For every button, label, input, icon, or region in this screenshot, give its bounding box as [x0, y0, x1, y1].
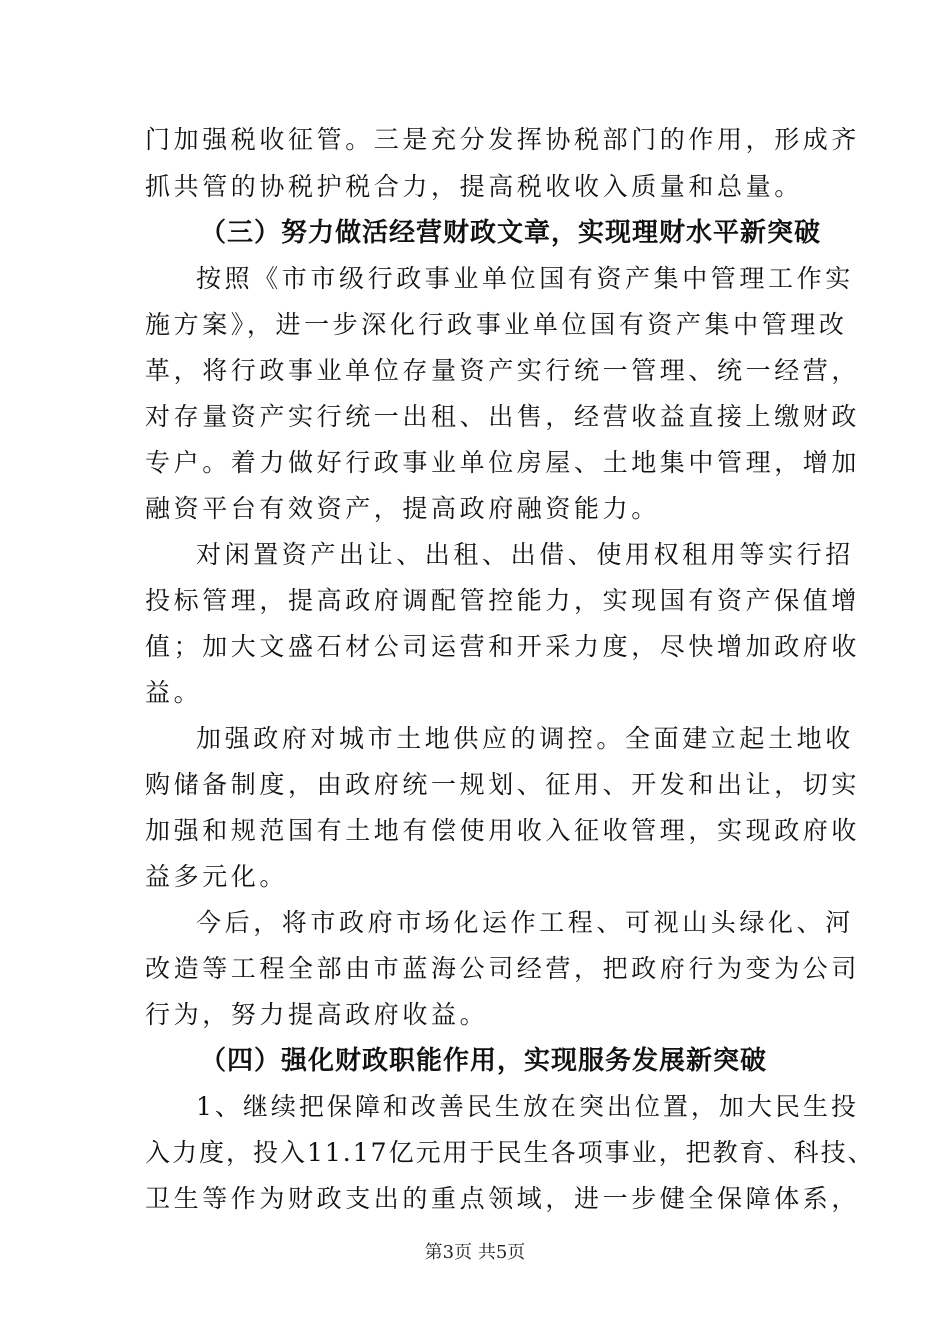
text-line: 对存量资产实行统一出租、出售，经营收益直接上缴财政 — [145, 402, 861, 431]
text-line: 值；加大文盛石材公司运营和开采力度，尽快增加政府收 — [145, 632, 861, 661]
text-line: 行为，努力提高政府收益。 — [145, 1000, 489, 1029]
page-number-footer: 第3页 共5页 — [424, 1242, 526, 1263]
section-heading-3: （三）努力做活经营财政文章，实现理财水平新突破 — [200, 218, 822, 248]
text-line: 门加强税收征管。三是充分发挥协税部门的作用，形成齐 — [145, 125, 861, 154]
text-line: 购储备制度，由政府统一规划、征用、开发和出让，切实 — [145, 770, 861, 799]
text-line: 按照《市市级行政事业单位国有资产集中管理工作实 — [196, 264, 854, 293]
text-line: 今后，将市政府市场化运作工程、可视山头绿化、河 — [196, 908, 854, 937]
text-line: 抓共管的协税护税合力，提高税收收入质量和总量。 — [145, 172, 803, 201]
text-line: 融资平台有效资产，提高政府融资能力。 — [145, 494, 660, 523]
text-line: 1、继续把保障和改善民生放在突出位置，加大民生投 — [196, 1092, 859, 1121]
text-line: 投标管理，提高政府调配管控能力，实现国有资产保值增 — [145, 586, 861, 615]
section-heading-4: （四）强化财政职能作用，实现服务发展新突破 — [200, 1046, 768, 1076]
text-line: 改造等工程全部由市蓝海公司经营，把政府行为变为公司 — [145, 954, 861, 983]
text-line: 专户。着力做好行政事业单位房屋、土地集中管理，增加 — [145, 448, 861, 477]
text-line: 革，将行政事业单位存量资产实行统一管理、统一经营， — [145, 356, 861, 385]
text-line: 益多元化。 — [145, 862, 289, 891]
text-line: 施方案》，进一步深化行政事业单位国有资产集中管理改 — [145, 310, 848, 339]
text-line: 加强和规范国有土地有偿使用收入征收管理，实现政府收 — [145, 816, 861, 845]
text-line: 卫生等作为财政支出的重点领域，进一步健全保障体系， — [145, 1184, 861, 1213]
text-line: 对闲置资产出让、出租、出借、使用权租用等实行招 — [196, 540, 854, 569]
text-line: 入力度，投入11.17亿元用于民生各项事业，把教育、科技、 — [145, 1138, 875, 1167]
text-line: 益。 — [145, 678, 203, 707]
text-line: 加强政府对城市土地供应的调控。全面建立起土地收 — [196, 724, 854, 753]
